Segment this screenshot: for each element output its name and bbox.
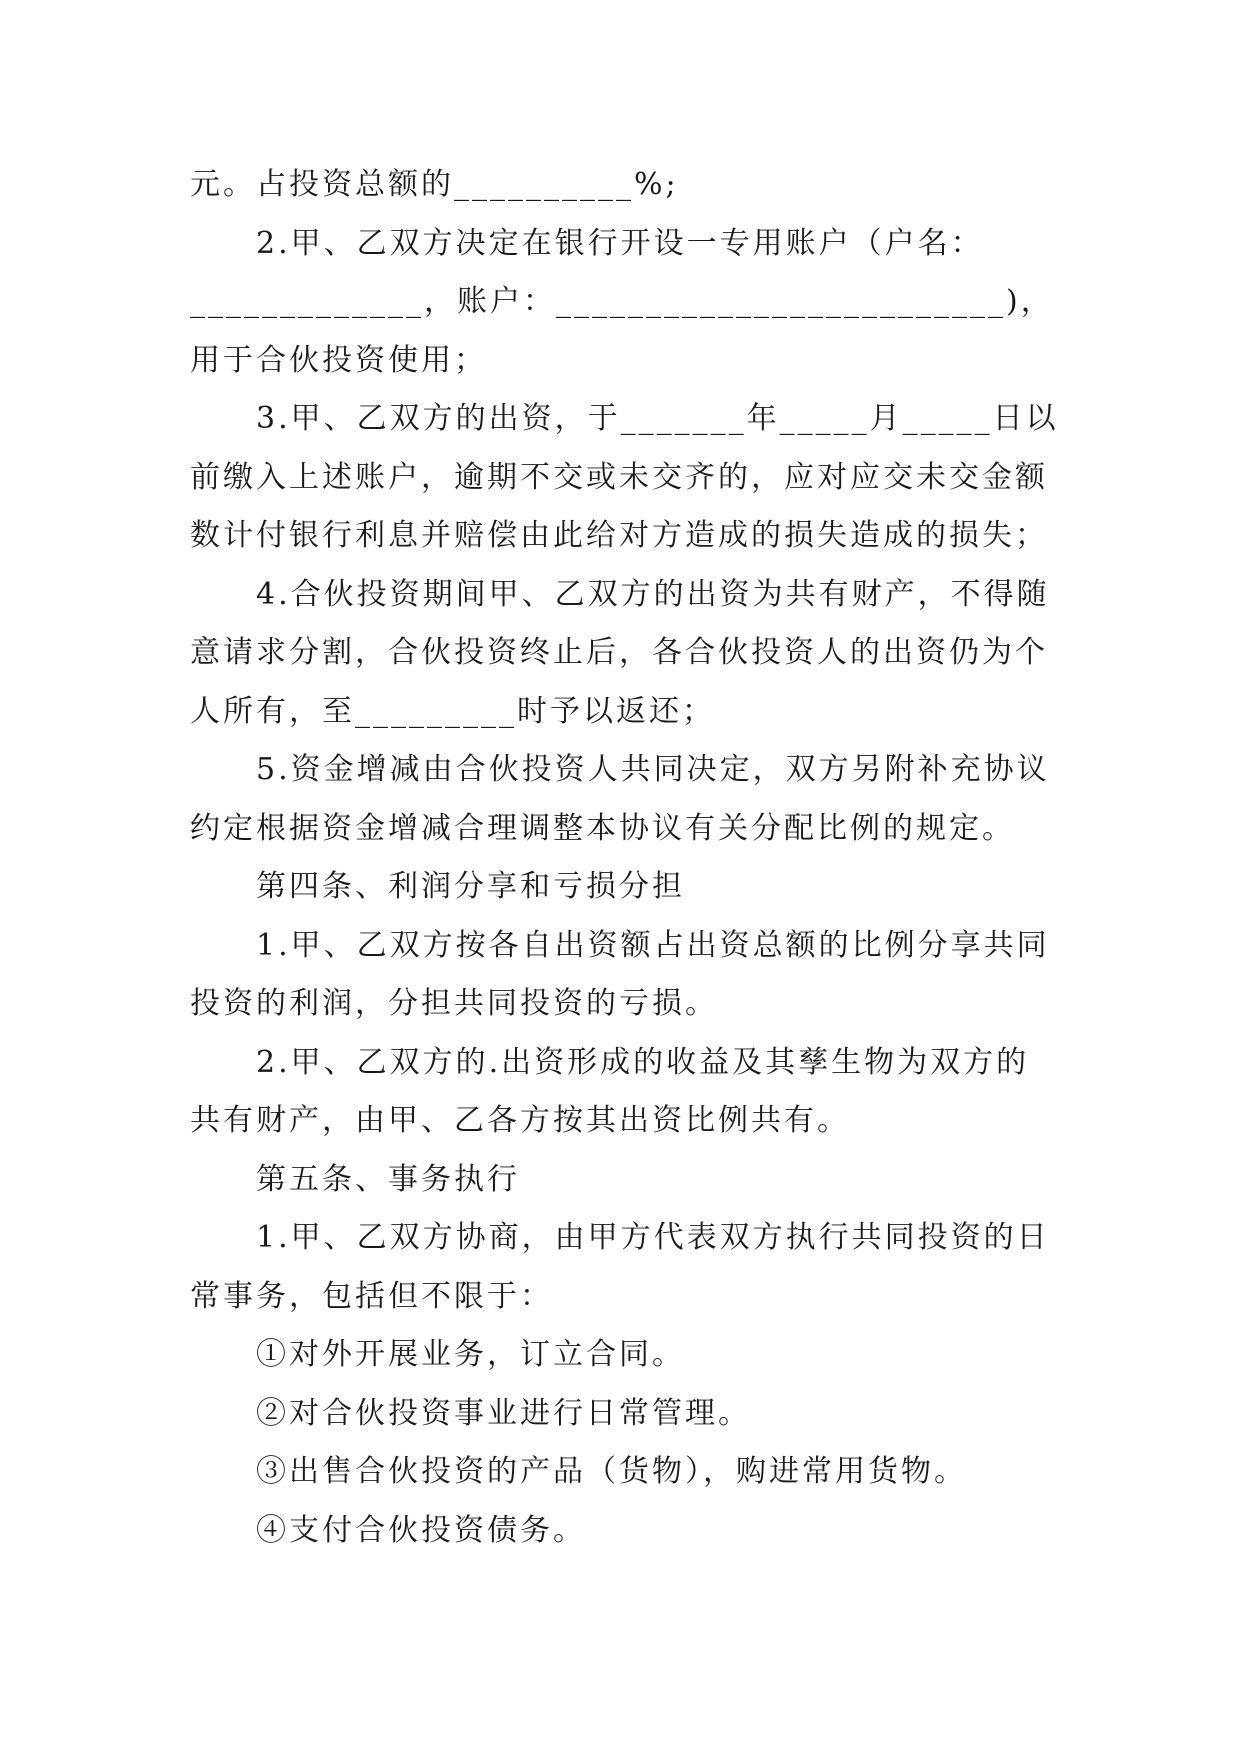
section-heading-article-4: 第四条、利润分享和亏损分担	[256, 869, 685, 904]
paragraph-line-return-blank: 人所有，至_________时予以返还；	[190, 693, 715, 729]
paragraph-line: 前缴入上述账户，逾期不交或未交齐的，应对应交未交金额	[190, 459, 1048, 495]
list-item-1: ①对外开展业务，订立合同。	[256, 1337, 685, 1372]
paragraph-line: 用于合伙投资使用；	[190, 342, 487, 378]
paragraph-line: 意请求分割，合伙投资终止后，各合伙投资人的出资仍为个	[190, 635, 1048, 670]
paragraph-line: 共有财产，由甲、乙各方按其出资比例共有。	[190, 1103, 850, 1138]
clause-item-2-earnings: 2.甲、乙双方的.出资形成的收益及其孳生物为双方的	[256, 1044, 1030, 1080]
list-item-2: ②对合伙投资事业进行日常管理。	[256, 1395, 751, 1431]
section-heading-article-5: 第五条、事务执行	[256, 1161, 520, 1197]
document-body	[190, 156, 1090, 1560]
list-item-3: ③出售合伙投资的产品（货物），购进常用货物。	[256, 1454, 967, 1489]
list-item-4: ④支付合伙投资债务。	[256, 1512, 586, 1548]
clause-item-3-contribution-date: 3.甲、乙双方的出资，于_______年_____月_____日以	[256, 401, 1059, 436]
clause-item-2-bank-account: 2.甲、乙双方决定在银行开设一专用账户（户名：	[256, 225, 984, 261]
clause-item-4-common-property: 4.合伙投资期间甲、乙双方的出资为共有财产，不得随	[256, 576, 1050, 612]
paragraph-line: 投资的利润，分担共同投资的亏损。	[190, 986, 718, 1021]
paragraph-line: 常事务，包括但不限于：	[190, 1278, 553, 1314]
paragraph-line: 约定根据资金增减合理调整本协议有关分配比例的规定。	[190, 810, 1015, 846]
paragraph-line: 数计付银行利息并赔偿由此给对方造成的损失造成的损失；	[190, 518, 1048, 553]
clause-item-1-profit-sharing: 1.甲、乙双方按各自出资额占出资总额的比例分享共同	[256, 927, 1050, 963]
paragraph-line-account-blanks: _____________，账户：_________________________)，	[190, 284, 1054, 319]
clause-item-5-capital-change: 5.资金增减由合伙投资人共同决定，双方另附补充协议	[256, 752, 1050, 787]
paragraph-line-investment-share: 元。占投资总额的__________%;	[190, 167, 679, 202]
clause-item-1-affairs: 1.甲、乙双方协商，由甲方代表双方执行共同投资的日	[256, 1220, 1050, 1255]
